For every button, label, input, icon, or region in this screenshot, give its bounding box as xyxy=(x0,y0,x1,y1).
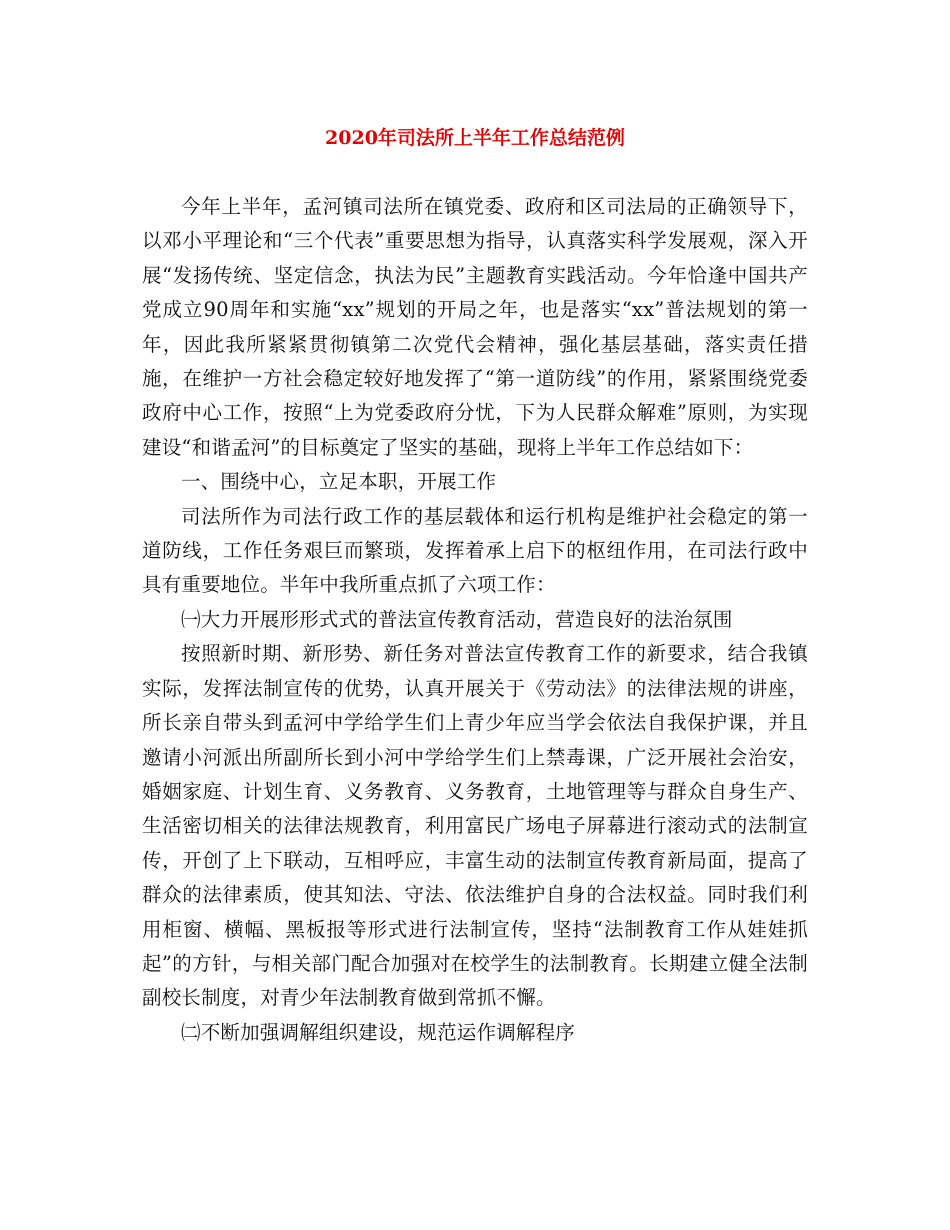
subsection-heading-2: ㈡不断加强调解组织建设，规范运作调解程序 xyxy=(181,1020,576,1044)
subsection-heading-1: ㈠大力开展形形式式的普法宣传教育活动，营造良好的法治氛围 xyxy=(181,607,733,631)
section-1-paragraph: 司法所作为司法行政工作的基层载体和运行机构是维护社会稳定的第一道防线，工作任务艰巨而繁琐，发挥着承上启下的枢纽作用，在司法行政中具有重要地位。半年中我所重点抓了六项工作： xyxy=(142,504,808,597)
document-body xyxy=(142,190,808,1050)
section-heading-1: 一、围绕中心，立足本职，开展工作 xyxy=(181,470,497,494)
document-title: 2020年司法所上半年工作总结范例 xyxy=(325,127,625,149)
subsection-1-paragraph: 按照新时期、新形势、新任务对普法宣传教育工作的新要求，结合我镇实际，发挥法制宣传的优势，认真开展关于《劳动法》的法律法规的讲座，所长亲自带头到孟河中学给学生们上青少年应当学会依法自我保护课，并且邀请小河派出所副所长到小河中学给学生们上禁毒课，广泛开展社会治安，婚姻家庭、计划生育、义务教育、义务教育，土地管理等与群众自身生产、生活密切相关的法律法规教育，利用富民广场电子屏幕进行滚动式的法制宣传，开创了上下联动，互相呼应，丰富生动的法制宣传教育新局面，提高了群众的法律素质，使其知法、守法、依法维护自身的合法权益。同时我们利用柜窗、横幅、黑板报等形式进行法制宣传，坚持“法制教育工作从娃娃抓起”的方针，与相关部门配合加强对在校学生的法制教育。长期建立健全法制副校长制度，对青少年法制教育做到常抓不懈。 xyxy=(142,642,808,1010)
intro-paragraph: 今年上半年，孟河镇司法所在镇党委、政府和区司法局的正确领导下，以邓小平理论和“三个代表”重要思想为指导，认真落实科学发展观，深入开展“发扬传统、坚定信念，执法为民”主题教育实践活动。今年恰逢中国共产党成立90周年和实施“xx”规划的开局之年，也是落实“xx”普法规划的第一年，因此我所紧紧贯彻镇第二次党代会精神，强化基层基础，落实责任措施，在维护一方社会稳定较好地发挥了“第一道防线”的作用，紧紧围绕党委政府中心工作，按照“上为党委政府分忧，下为人民群众解难”原则，为实现建设“和谐孟河”的目标奠定了坚实的基础，现将上半年工作总结如下： xyxy=(142,195,808,459)
